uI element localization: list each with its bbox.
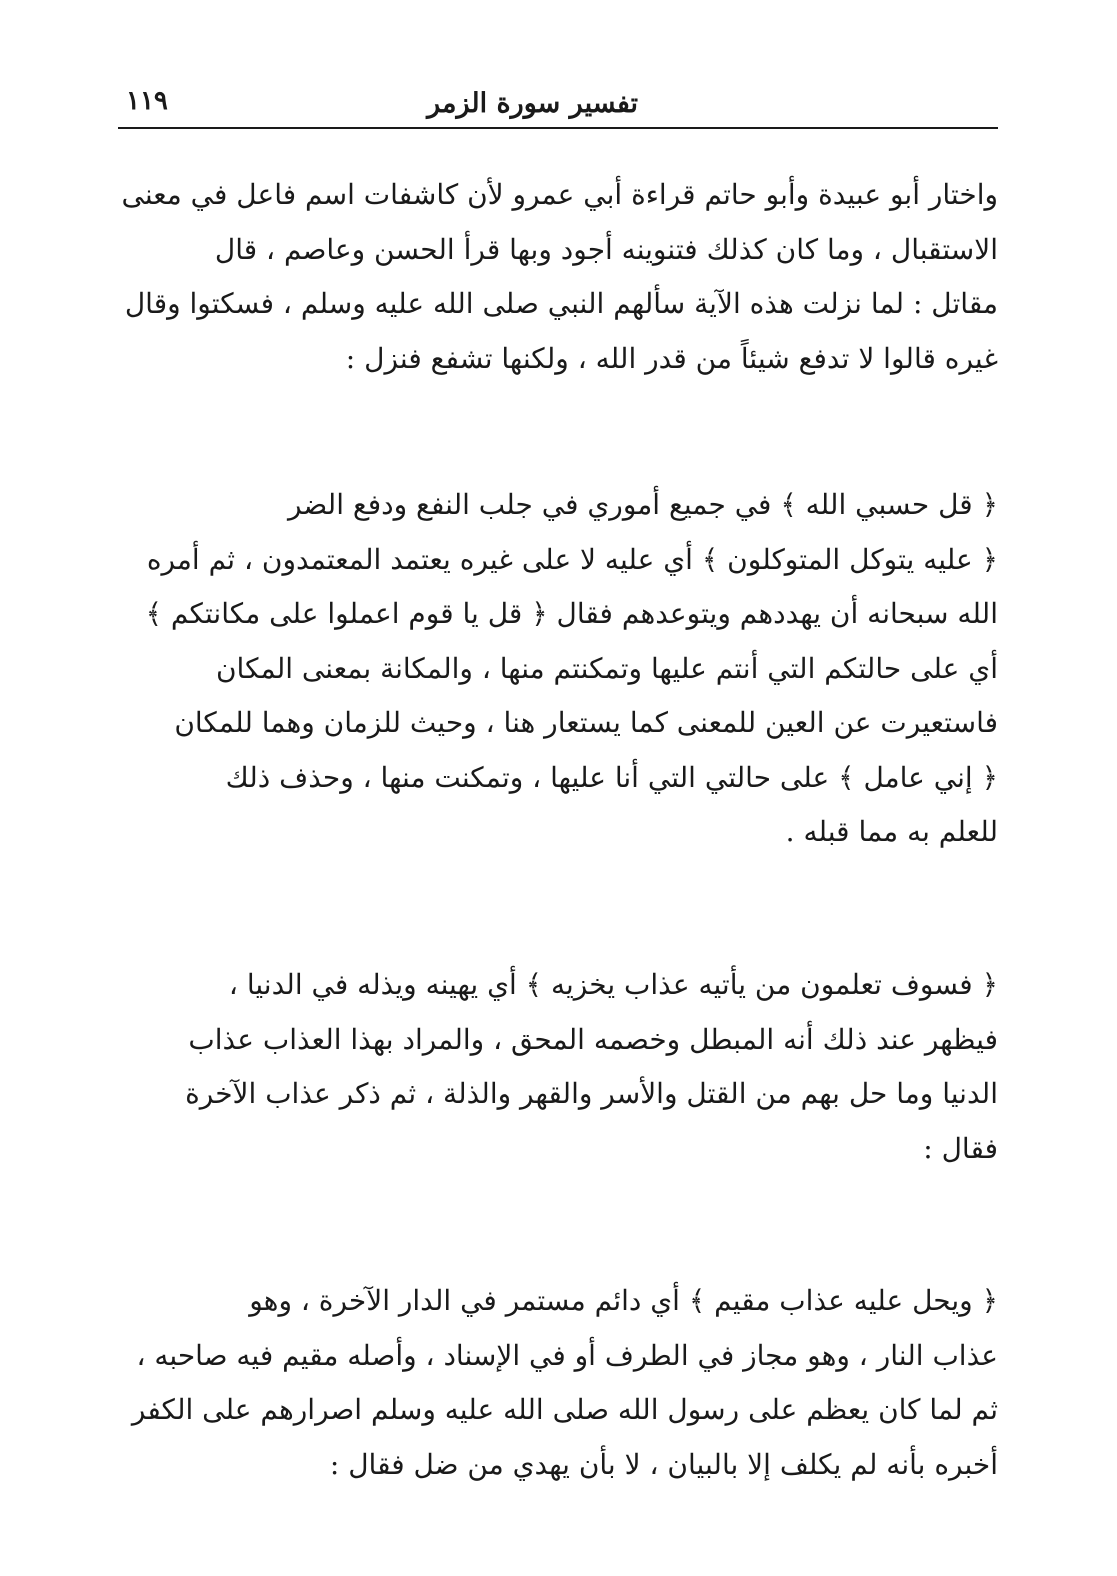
text-line: ﴿ إني عامل ﴾ على حالتي التي أنا عليها ، وتمكنت منها ، وحذف ذلك [225, 760, 998, 794]
text-line: فيظهر عند ذلك أنه المبطل وخصمه المحق ، والمراد بهذا العذاب عذاب [188, 1022, 998, 1056]
text-line: ثم لما كان يعظم على رسول الله صلى الله عليه وسلم اصرارهم على الكفر [131, 1393, 998, 1426]
text-line: الدنيا وما حل بهم من القتل والأسر والقهر والذلة ، ثم ذكر عذاب الآخرة [185, 1077, 998, 1110]
text-line: واختار أبو عبيدة وأبو حاتم قراءة أبي عمرو لأن كاشفات اسم فاعل في معنى [121, 178, 998, 211]
text-line: فاستعيرت عن العين للمعنى كما يستعار هنا ، وحيث للزمان وهما للمكان [174, 706, 998, 739]
paragraph-1 [118, 168, 998, 386]
page-number: ١١٩ [126, 86, 168, 116]
text-line: غيره قالوا لا تدفع شيئاً من قدر الله ، ولكنها تشفع فنزل : [345, 341, 998, 375]
paragraph-2 [118, 478, 998, 860]
text-line: الله سبحانه أن يهددهم ويتوعدهم فقال ﴿ قل يا قوم اعملوا على مكانتكم ﴾ [145, 597, 998, 630]
text-line: ﴿ عليه يتوكل المتوكلون ﴾ أي عليه لا على غيره يعتمد المعتمدون ، ثم أمره [146, 542, 998, 576]
text-line: ﴿ قل حسبي الله ﴾ في جميع أموري في جلب النفع ودفع الضر [287, 488, 998, 521]
text-line: ﴿ ويحل عليه عذاب مقيم ﴾ أي دائم مستمر في الدار الآخرة ، وهو [249, 1284, 998, 1317]
text-line: الاستقبال ، وما كان كذلك فتنوينه أجود وبها قرأ الحسن وعاصم ، قال [214, 232, 998, 266]
paragraph-4 [118, 1274, 998, 1492]
running-title: تفسير سورة الزمر [427, 88, 638, 119]
text-line: للعلم به مما قبله . [785, 815, 998, 848]
page-header [118, 82, 998, 128]
text-line: أي على حالتكم التي أنتم عليها وتمكنتم منها ، والمكانة بمعنى المكان [215, 651, 998, 685]
text-line: عذاب النار ، وهو مجاز في الطرف أو في الإسناد ، وأصله مقيم فيه صاحبه ، [136, 1338, 998, 1372]
paragraph-3 [118, 958, 998, 1176]
header-divider [118, 127, 998, 129]
text-line: أخبره بأنه لم يكلف إلا بالبيان ، لا بأن يهدي من ضل فقال : [329, 1447, 998, 1481]
text-line: فقال : [923, 1131, 998, 1165]
text-line: ﴿ فسوف تعلمون من يأتيه عذاب يخزيه ﴾ أي يهينه ويذله في الدنيا ، [228, 968, 998, 1001]
text-line: مقاتل : لما نزلت هذه الآية سألهم النبي صلى الله عليه وسلم ، فسكتوا وقال [124, 287, 998, 320]
